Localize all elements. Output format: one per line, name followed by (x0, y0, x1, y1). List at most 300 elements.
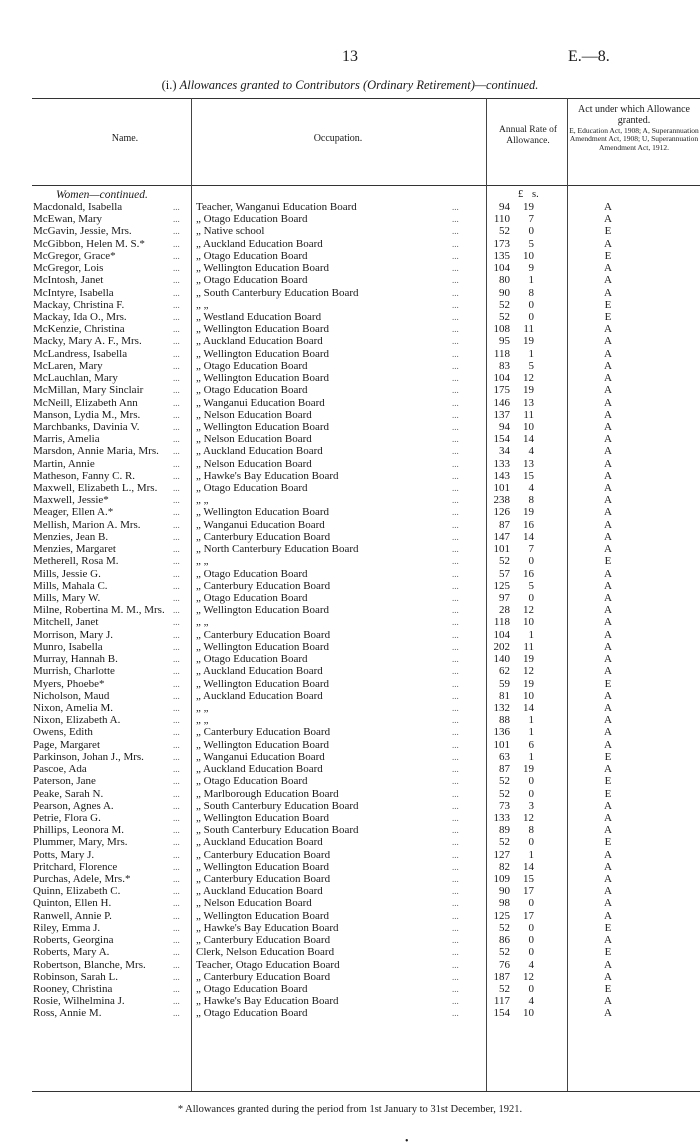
dot-leader: ... (173, 776, 180, 787)
row-occupation: „ Wellington Education Board (196, 604, 330, 617)
table-top-rule (32, 98, 700, 99)
row-pounds: 140 (493, 653, 510, 666)
table-row (0, 519, 700, 531)
dot-leader: ... (173, 202, 180, 212)
table-row (0, 311, 700, 323)
dot-leader: ... (452, 507, 459, 518)
row-name: McGavin, Jessie, Mrs. (33, 225, 132, 238)
pounds-unit: £ (518, 189, 524, 200)
row-shillings: 0 (528, 897, 534, 910)
row-act: A (604, 934, 612, 947)
row-shillings: 10 (523, 1007, 534, 1020)
row-occupation: „ „ (196, 616, 209, 629)
dot-leader: ... (173, 641, 180, 652)
row-occupation: „ Nelson Education Board (196, 433, 312, 446)
row-act: E (604, 249, 612, 262)
row-shillings: 9 (528, 262, 534, 275)
row-shillings: 11 (523, 640, 534, 653)
row-occupation: „ South Canterbury Education Board (196, 286, 359, 299)
row-name: Roberts, Georgina (33, 934, 114, 947)
row-name: Owens, Edith (33, 726, 93, 739)
row-occupation: „ Nelson Education Board (196, 408, 312, 421)
row-occupation: „ Marlborough Education Board (196, 787, 339, 800)
row-act: A (604, 469, 612, 482)
dot-leader: ... (452, 971, 459, 982)
row-occupation: „ Wellington Education Board (196, 640, 330, 653)
dot-leader: ... (452, 776, 459, 787)
row-name: Macdonald, Isabella (33, 201, 123, 213)
dot-leader: ... (173, 800, 180, 811)
row-name: Potts, Mary J. (33, 848, 95, 861)
caption-prefix: (i.) (161, 78, 177, 92)
row-act: E (604, 555, 612, 568)
dot-leader: ... (452, 715, 459, 726)
row-occupation: „ Wellington Education Board (196, 860, 330, 873)
row-occupation: „ Auckland Education Board (196, 445, 323, 458)
dot-leader: ... (452, 556, 459, 567)
row-act: A (604, 995, 612, 1008)
row-name: Robertson, Blanche, Mrs. (33, 958, 146, 971)
table-row (0, 897, 700, 909)
row-pounds: 34 (499, 445, 510, 458)
dot-leader: ... (173, 495, 180, 506)
row-shillings: 19 (523, 653, 534, 666)
row-act: A (604, 604, 612, 617)
row-act: A (604, 1007, 612, 1020)
row-shillings: 5 (528, 579, 534, 592)
row-shillings: 11 (523, 323, 534, 336)
dot-leader: ... (173, 666, 180, 677)
table-row (0, 873, 700, 885)
dot-leader: ... (173, 996, 180, 1007)
row-name: Menzies, Jean B. (33, 530, 109, 543)
table-row (0, 702, 700, 714)
row-name: Morrison, Mary J. (33, 628, 114, 641)
row-occupation: „ Otago Education Board (196, 384, 308, 397)
row-pounds: 104 (493, 262, 510, 275)
dot-leader: ... (173, 470, 180, 481)
act-header-title: Act under which Allowance granted. (578, 104, 690, 126)
row-act: A (604, 616, 612, 629)
row-shillings: 0 (528, 555, 534, 568)
dot-leader: ... (173, 751, 180, 762)
column-header-act (568, 104, 700, 152)
row-act: A (604, 970, 612, 983)
row-shillings: 0 (528, 836, 534, 849)
row-pounds: 62 (499, 665, 510, 678)
dot-leader: ... (452, 922, 459, 933)
table-row (0, 531, 700, 543)
row-act: A (604, 714, 612, 727)
row-shillings: 0 (528, 775, 534, 788)
row-shillings: 19 (523, 763, 534, 776)
dot-leader: ... (173, 568, 180, 579)
row-pounds: 108 (493, 323, 510, 336)
dot-leader: ... (173, 654, 180, 665)
table-row (0, 653, 700, 665)
row-occupation: „ Wellington Education Board (196, 262, 330, 275)
row-name: McMillan, Mary Sinclair (33, 384, 144, 397)
table-caption (0, 78, 700, 93)
row-act: A (604, 738, 612, 751)
table-row (0, 678, 700, 690)
row-name: McLaren, Mary (33, 359, 103, 372)
row-act: A (604, 763, 612, 776)
dot-leader: ... (173, 360, 180, 371)
dot-leader: ... (173, 690, 180, 701)
row-act: A (604, 689, 612, 702)
row-name: Robinson, Sarah L. (33, 970, 118, 983)
dot-leader: ... (452, 324, 459, 335)
row-act: A (604, 384, 612, 397)
dot-leader: ... (452, 544, 459, 555)
row-occupation: „ Westland Education Board (196, 310, 322, 323)
row-act: E (604, 946, 612, 959)
row-act: A (604, 860, 612, 873)
dot-leader: ... (452, 202, 459, 212)
row-act: E (604, 225, 612, 238)
dot-leader: ... (173, 861, 180, 872)
row-occupation: „ Wellington Education Board (196, 347, 330, 360)
row-pounds: 90 (499, 286, 510, 299)
row-act: E (604, 677, 612, 690)
row-pounds: 125 (493, 579, 510, 592)
dot-leader: ... (452, 837, 459, 848)
row-name: Roberts, Mary A. (33, 946, 110, 959)
row-act: A (604, 323, 612, 336)
row-occupation: „ Otago Education Board (196, 249, 308, 262)
row-act: E (604, 298, 612, 311)
table-row (0, 262, 700, 274)
row-occupation: „ Auckland Education Board (196, 689, 323, 702)
row-occupation: „ Canterbury Education Board (196, 848, 331, 861)
row-act: A (604, 213, 612, 226)
dot-leader: ... (173, 397, 180, 408)
row-occupation: Teacher, Otago Education Board (196, 958, 340, 971)
row-name: McIntosh, Janet (33, 274, 104, 287)
row-name: Rosie, Wilhelmina J. (33, 995, 125, 1008)
row-act: A (604, 628, 612, 641)
dot-leader: ... (452, 446, 459, 457)
table-row (0, 971, 700, 983)
row-shillings: 1 (528, 750, 534, 763)
row-name: Mills, Mary W. (33, 592, 101, 604)
dot-leader: ... (173, 507, 180, 518)
dot-leader: ... (452, 764, 459, 775)
dot-leader: ... (173, 580, 180, 591)
dot-leader: ... (452, 275, 459, 286)
row-pounds: 86 (499, 934, 510, 947)
row-act: A (604, 506, 612, 519)
row-shillings: 15 (523, 469, 534, 482)
dot-leader: ... (452, 617, 459, 628)
row-pounds: 117 (493, 995, 510, 1008)
dot-leader: ... (452, 214, 459, 225)
table-row (0, 335, 700, 347)
row-shillings: 10 (523, 689, 534, 702)
table-row (0, 739, 700, 751)
row-pounds: 104 (493, 372, 510, 385)
row-act: A (604, 958, 612, 971)
table-row (0, 458, 700, 470)
shillings-unit: s. (532, 189, 539, 200)
table-row (0, 274, 700, 286)
row-occupation: „ South Canterbury Education Board (196, 824, 359, 837)
row-name: McKenzie, Christina (33, 323, 125, 336)
table-row (0, 543, 700, 555)
row-shillings: 13 (523, 457, 534, 470)
row-occupation: „ Canterbury Education Board (196, 628, 331, 641)
page-mark: • (405, 1136, 409, 1147)
row-pounds: 80 (499, 274, 510, 287)
row-pounds: 52 (499, 775, 510, 788)
row-act: A (604, 567, 612, 580)
row-shillings: 1 (528, 274, 534, 287)
row-shillings: 0 (528, 225, 534, 238)
row-shillings: 0 (528, 298, 534, 311)
row-occupation: „ „ (196, 701, 209, 714)
dot-leader: ... (173, 788, 180, 799)
dot-leader: ... (452, 373, 459, 384)
row-occupation: „ Nelson Education Board (196, 897, 312, 910)
dot-leader: ... (452, 434, 459, 445)
row-occupation: „ Wanganui Education Board (196, 750, 325, 763)
row-pounds: 89 (499, 824, 510, 837)
dot-leader: ... (452, 385, 459, 396)
dot-leader: ... (173, 678, 180, 689)
row-shillings: 14 (523, 701, 534, 714)
dot-leader: ... (173, 922, 180, 933)
row-pounds: 52 (499, 225, 510, 238)
dot-leader: ... (173, 275, 180, 286)
row-pounds: 127 (493, 848, 510, 861)
row-pounds: 59 (499, 677, 510, 690)
row-name: Pascoe, Ada (33, 763, 87, 776)
row-act: A (604, 897, 612, 910)
row-occupation: „ Auckland Education Board (196, 237, 323, 250)
dot-leader: ... (452, 727, 459, 738)
row-name: McGregor, Lois (33, 262, 104, 275)
row-shillings: 12 (523, 665, 534, 678)
row-pounds: 52 (499, 787, 510, 800)
row-occupation: „ Canterbury Education Board (196, 970, 331, 983)
row-shillings: 12 (523, 970, 534, 983)
row-pounds: 143 (493, 469, 510, 482)
table-row (0, 836, 700, 848)
row-pounds: 137 (493, 408, 510, 421)
column-header-rate: Annual Rate of Allowance. (498, 125, 558, 146)
row-name: Mills, Mahala C. (33, 579, 108, 592)
column-header-name: Name. (111, 133, 139, 144)
row-name: Metherell, Rosa M. (33, 555, 119, 568)
row-shillings: 8 (528, 494, 534, 507)
dot-leader: ... (452, 593, 459, 603)
row-name: Pearson, Agnes A. (33, 799, 114, 812)
table-row (0, 788, 700, 800)
dot-leader: ... (452, 605, 459, 616)
dot-leader: ... (452, 336, 459, 347)
row-pounds: 101 (493, 482, 510, 495)
table-row (0, 287, 700, 299)
row-pounds: 133 (493, 811, 510, 824)
dot-leader: ... (452, 287, 459, 298)
table-row (0, 238, 700, 250)
row-act: E (604, 775, 612, 788)
row-shillings: 10 (523, 249, 534, 262)
table-row (0, 983, 700, 995)
table-row (0, 629, 700, 641)
row-name: Matheson, Fanny C. R. (33, 469, 136, 482)
row-act: E (604, 983, 612, 995)
dot-leader: ... (173, 849, 180, 860)
table-row (0, 934, 700, 946)
row-shillings: 1 (528, 726, 534, 739)
page-number: 13 (342, 48, 358, 65)
row-shillings: 10 (523, 420, 534, 433)
row-shillings: 11 (523, 408, 534, 421)
row-occupation: „ Hawke's Bay Education Board (196, 469, 339, 482)
table-row (0, 348, 700, 360)
table-row (0, 384, 700, 396)
dot-leader: ... (452, 825, 459, 836)
row-pounds: 83 (499, 359, 510, 372)
dot-leader: ... (173, 519, 180, 530)
row-act: A (604, 543, 612, 556)
row-occupation: „ Canterbury Education Board (196, 726, 331, 739)
table-row (0, 910, 700, 922)
row-occupation: „ Auckland Education Board (196, 836, 323, 849)
table-row (0, 409, 700, 421)
table-row (0, 421, 700, 433)
row-name: Quinn, Elizabeth C. (33, 885, 121, 898)
row-pounds: 94 (499, 201, 510, 213)
table-row (0, 494, 700, 506)
dot-leader: ... (173, 324, 180, 335)
table-row (0, 201, 700, 213)
row-pounds: 135 (493, 249, 510, 262)
row-occupation: „ Wanganui Education Board (196, 396, 325, 409)
row-shillings: 8 (528, 286, 534, 299)
row-act: A (604, 420, 612, 433)
row-pounds: 118 (493, 347, 510, 360)
row-shillings: 8 (528, 824, 534, 837)
row-name: Marchbanks, Davinia V. (33, 420, 140, 433)
row-name: Marris, Amelia (33, 433, 100, 446)
table-row (0, 714, 700, 726)
dot-leader: ... (452, 690, 459, 701)
row-shillings: 0 (528, 983, 534, 995)
row-name: McEwan, Mary (33, 213, 103, 226)
dot-leader: ... (173, 531, 180, 542)
table-row (0, 592, 700, 604)
row-occupation: Clerk, Nelson Education Board (196, 946, 335, 959)
dot-leader: ... (173, 287, 180, 298)
row-act: A (604, 286, 612, 299)
row-occupation: „ Otago Education Board (196, 983, 308, 995)
dot-leader: ... (452, 311, 459, 322)
row-act: A (604, 274, 612, 287)
row-act: A (604, 701, 612, 714)
row-act: E (604, 836, 612, 849)
row-shillings: 10 (523, 616, 534, 629)
row-shillings: 0 (528, 310, 534, 323)
table-row (0, 397, 700, 409)
table-row (0, 213, 700, 225)
row-act: A (604, 482, 612, 495)
dot-leader: ... (173, 715, 180, 726)
row-occupation: „ Otago Education Board (196, 592, 308, 604)
row-pounds: 87 (499, 518, 510, 531)
row-act: E (604, 787, 612, 800)
dot-leader: ... (452, 263, 459, 274)
dot-leader: ... (173, 727, 180, 738)
table-row (0, 299, 700, 311)
row-shillings: 19 (523, 335, 534, 348)
dot-leader: ... (452, 568, 459, 579)
row-act: A (604, 579, 612, 592)
row-occupation: „ Auckland Education Board (196, 335, 323, 348)
row-name: Nixon, Amelia M. (33, 701, 114, 714)
row-occupation: „ Hawke's Bay Education Board (196, 921, 339, 934)
row-name: Parkinson, Johan J., Mrs. (33, 750, 144, 763)
table-row (0, 372, 700, 384)
dot-leader: ... (173, 226, 180, 237)
row-name: Petrie, Flora G. (33, 811, 101, 824)
row-act: A (604, 848, 612, 861)
row-occupation: „ „ (196, 298, 209, 311)
row-name: Mackay, Ida O., Mrs. (33, 310, 127, 323)
dot-leader: ... (452, 519, 459, 530)
footnote: * Allowances granted during the period from 1st January to 31st December, 1921. (177, 1104, 523, 1115)
row-act: A (604, 592, 612, 604)
row-occupation: „ „ (196, 555, 209, 568)
row-name: Paterson, Jane (33, 775, 96, 788)
row-pounds: 187 (493, 970, 510, 983)
dot-leader: ... (452, 654, 459, 665)
row-pounds: 76 (499, 958, 510, 971)
row-name: Plummer, Mary, Mrs. (33, 836, 128, 849)
dot-leader: ... (452, 226, 459, 237)
row-occupation: „ Wellington Education Board (196, 506, 330, 519)
table-row (0, 445, 700, 457)
dot-leader: ... (173, 483, 180, 494)
dot-leader: ... (452, 898, 459, 909)
table-body (0, 201, 700, 1020)
row-occupation: „ Otago Education Board (196, 1007, 308, 1020)
row-act: A (604, 653, 612, 666)
row-occupation: „ Canterbury Education Board (196, 873, 331, 886)
section-label: Women—continued. (56, 189, 148, 201)
row-pounds: 125 (493, 909, 510, 922)
dot-leader: ... (173, 605, 180, 616)
row-name: Ranwell, Annie P. (33, 909, 112, 922)
dot-leader: ... (452, 861, 459, 872)
dot-leader: ... (173, 935, 180, 946)
row-name: Rooney, Christina (33, 983, 113, 995)
row-occupation: „ Wellington Education Board (196, 372, 330, 385)
row-name: Peake, Sarah N. (33, 787, 104, 800)
row-pounds: 52 (499, 555, 510, 568)
row-name: Phillips, Leonora M. (33, 824, 125, 837)
row-name: Nicholson, Maud (33, 689, 110, 702)
row-act: A (604, 457, 612, 470)
row-name: Myers, Phoebe* (33, 677, 105, 690)
row-shillings: 1 (528, 628, 534, 641)
row-occupation: „ Wellington Education Board (196, 811, 330, 824)
row-pounds: 110 (493, 213, 510, 226)
dot-leader: ... (173, 886, 180, 897)
row-shillings: 0 (528, 934, 534, 947)
